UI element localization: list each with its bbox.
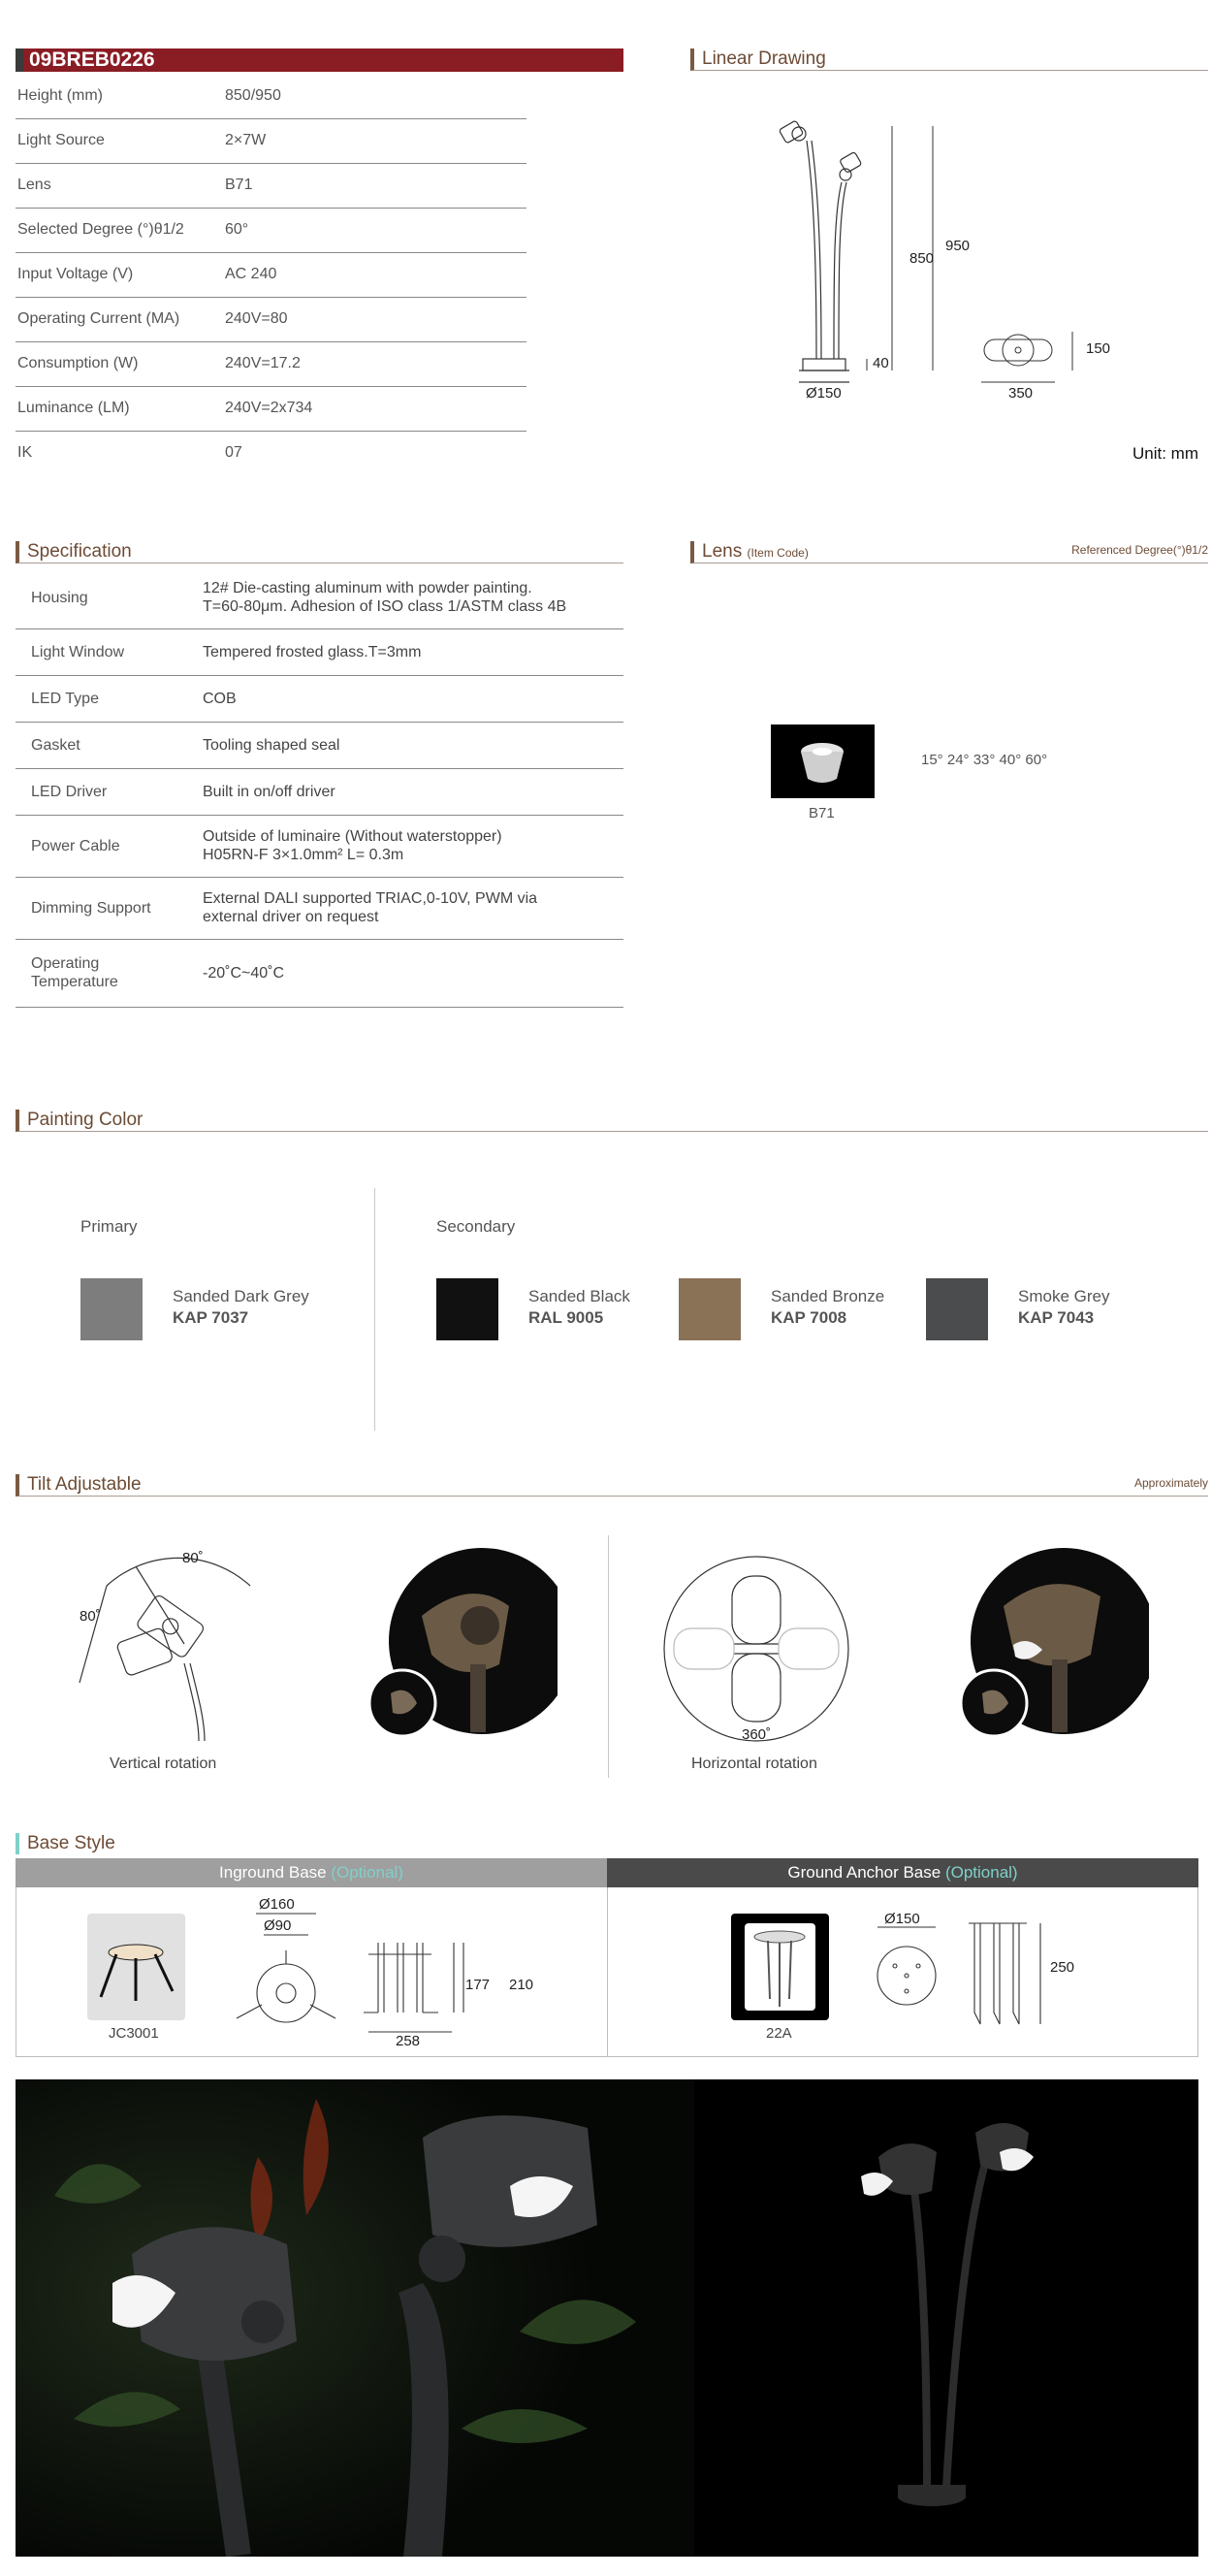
inground-item: JC3001 xyxy=(109,2025,159,2042)
product-code: 09BREB0226 xyxy=(16,48,623,72)
param-value: AC 240 xyxy=(225,266,277,282)
param-label: Operating Current (MA) xyxy=(17,310,180,327)
param-row xyxy=(16,341,526,387)
inground-header: Inground Base (Optional) xyxy=(16,1858,607,1887)
dim-258: 258 xyxy=(396,2033,421,2049)
param-value: 07 xyxy=(225,444,242,461)
base-heading: Base Style xyxy=(16,1833,1208,1854)
horizontal-rotation-label: Horizontal rotation xyxy=(691,1755,817,1772)
dimension-lines xyxy=(867,126,1072,382)
tilt-80-top: 80˚ xyxy=(182,1550,204,1566)
product-photo xyxy=(16,2079,1198,2557)
dim-d150: Ø150 xyxy=(806,385,842,402)
color-code: KAP 7008 xyxy=(771,1308,847,1327)
unit-label: Unit: mm xyxy=(1132,444,1198,463)
param-label: Height (mm) xyxy=(17,87,104,104)
spec-row xyxy=(16,877,623,940)
color-swatch xyxy=(80,1278,143,1340)
param-label: Luminance (LM) xyxy=(17,400,130,416)
param-row xyxy=(16,252,526,298)
spec-row xyxy=(16,722,623,769)
spec-value: 12# Die-casting aluminum with powder painting. T=60-80μm. Adhesion of ISO class 1/ASTM class 4B xyxy=(203,580,567,615)
param-value: 850/950 xyxy=(225,87,281,104)
param-value: 60° xyxy=(225,221,249,238)
color-swatch xyxy=(926,1278,988,1340)
spec-label: Power Cable xyxy=(31,837,120,854)
lens-item-code: B71 xyxy=(809,805,835,821)
tilt-360: 360˚ xyxy=(742,1726,772,1743)
specification-heading: Specification xyxy=(16,541,623,564)
secondary-label: Secondary xyxy=(436,1217,516,1236)
color-code: KAP 7037 xyxy=(173,1308,249,1327)
dim-177: 177 xyxy=(465,1977,491,1993)
param-row xyxy=(16,431,526,475)
color-code: KAP 7043 xyxy=(1018,1308,1095,1327)
linear-drawing-heading: Linear Drawing xyxy=(690,48,1208,71)
vertical-rotation-diagram xyxy=(68,1547,262,1751)
anchor-item: 22A xyxy=(766,2025,792,2042)
param-label: Input Voltage (V) xyxy=(17,266,134,282)
param-label: Consumption (W) xyxy=(17,355,139,371)
dim-950: 950 xyxy=(945,238,971,254)
spec-label: Housing xyxy=(31,589,88,606)
color-swatch xyxy=(679,1278,741,1340)
tilt-photo-horizontal xyxy=(955,1548,1149,1742)
tilt-divider xyxy=(608,1535,609,1778)
tilt-80-side: 80˚ xyxy=(80,1608,101,1625)
dim-210: 210 xyxy=(509,1977,534,1993)
horizontal-rotation-diagram xyxy=(654,1547,858,1751)
drawing-tall-lamp xyxy=(779,120,861,382)
spec-label: Operating Temperature xyxy=(31,955,118,990)
spec-value: COB xyxy=(203,690,237,707)
anchor-header: Ground Anchor Base (Optional) xyxy=(607,1858,1198,1887)
color-label xyxy=(528,1286,630,1329)
spec-row xyxy=(16,768,623,816)
spec-row xyxy=(16,628,623,676)
spec-row xyxy=(16,939,623,1008)
painting-heading: Painting Color xyxy=(16,1110,1208,1132)
color-label xyxy=(1018,1286,1109,1329)
lens-image xyxy=(771,724,875,798)
dim-250: 250 xyxy=(1050,1959,1075,1976)
spec-value: Outside of luminaire (Without waterstopper) H05RN-F 3×1.0mm² L= 0.3m xyxy=(203,828,502,863)
param-value: 240V=80 xyxy=(225,310,288,327)
spec-label: LED Type xyxy=(31,690,99,707)
param-row xyxy=(16,118,526,164)
param-value: B71 xyxy=(225,177,253,193)
painting-divider xyxy=(374,1188,375,1431)
anchor-drawing xyxy=(868,1916,1062,2032)
param-row xyxy=(16,74,526,119)
spec-row xyxy=(16,675,623,723)
spec-value: External DALI supported TRIAC,0-10V, PWM via external driver on request xyxy=(203,890,538,925)
color-label xyxy=(173,1286,309,1329)
spec-value: Tempered frosted glass.T=3mm xyxy=(203,643,422,660)
spec-label: LED Driver xyxy=(31,783,108,800)
spec-label: Dimming Support xyxy=(31,899,151,917)
spec-value: Built in on/off driver xyxy=(203,783,335,800)
spec-row xyxy=(16,566,623,629)
vertical-rotation-label: Vertical rotation xyxy=(110,1755,217,1772)
dim-40: 40 xyxy=(873,355,889,371)
color-name: Sanded Black xyxy=(528,1287,630,1305)
base-divider xyxy=(607,1887,608,2057)
dim-d90: Ø90 xyxy=(264,1917,292,1934)
param-label: IK xyxy=(17,444,33,461)
dim-anchor-d150: Ø150 xyxy=(884,1911,920,1927)
anchor-base-image xyxy=(731,1914,829,2020)
spec-value: -20˚C~40˚C xyxy=(203,964,285,982)
color-name: Sanded Dark Grey xyxy=(173,1287,309,1305)
param-label: Lens xyxy=(17,177,51,193)
tilt-photo-vertical xyxy=(364,1548,558,1742)
param-value: 2×7W xyxy=(225,132,267,148)
param-value: 240V=17.2 xyxy=(225,355,301,371)
param-row xyxy=(16,386,526,432)
dim-850: 850 xyxy=(909,250,935,267)
color-name: Sanded Bronze xyxy=(771,1287,885,1305)
spec-value: Tooling shaped seal xyxy=(203,736,340,754)
param-row xyxy=(16,297,526,342)
param-value: 240V=2x734 xyxy=(225,400,313,416)
primary-label: Primary xyxy=(80,1217,138,1236)
param-label: Selected Degree (°)θ1/2 xyxy=(17,221,184,238)
color-code: RAL 9005 xyxy=(528,1308,604,1327)
dim-150-top: 150 xyxy=(1086,340,1111,357)
spec-row xyxy=(16,815,623,878)
inground-drawing xyxy=(223,1896,475,2051)
dim-d160: Ø160 xyxy=(259,1896,295,1913)
lens-heading: Lens (Item Code) Referenced Degree(°)θ1/2 xyxy=(690,541,1208,564)
inground-base-image xyxy=(87,1914,185,2020)
color-label xyxy=(771,1286,884,1329)
tilt-heading: Tilt Adjustable Approximately xyxy=(16,1474,1208,1497)
param-row xyxy=(16,208,526,253)
param-label: Light Source xyxy=(17,132,105,148)
color-name: Smoke Grey xyxy=(1018,1287,1110,1305)
dim-350: 350 xyxy=(1008,385,1034,402)
linear-drawing xyxy=(756,97,1164,417)
param-row xyxy=(16,163,526,209)
spec-label: Light Window xyxy=(31,643,125,660)
spec-label: Gasket xyxy=(31,736,80,754)
color-swatch xyxy=(436,1278,498,1340)
lens-icon xyxy=(771,724,875,798)
lens-degrees: 15° 24° 33° 40° 60° xyxy=(921,752,1048,768)
